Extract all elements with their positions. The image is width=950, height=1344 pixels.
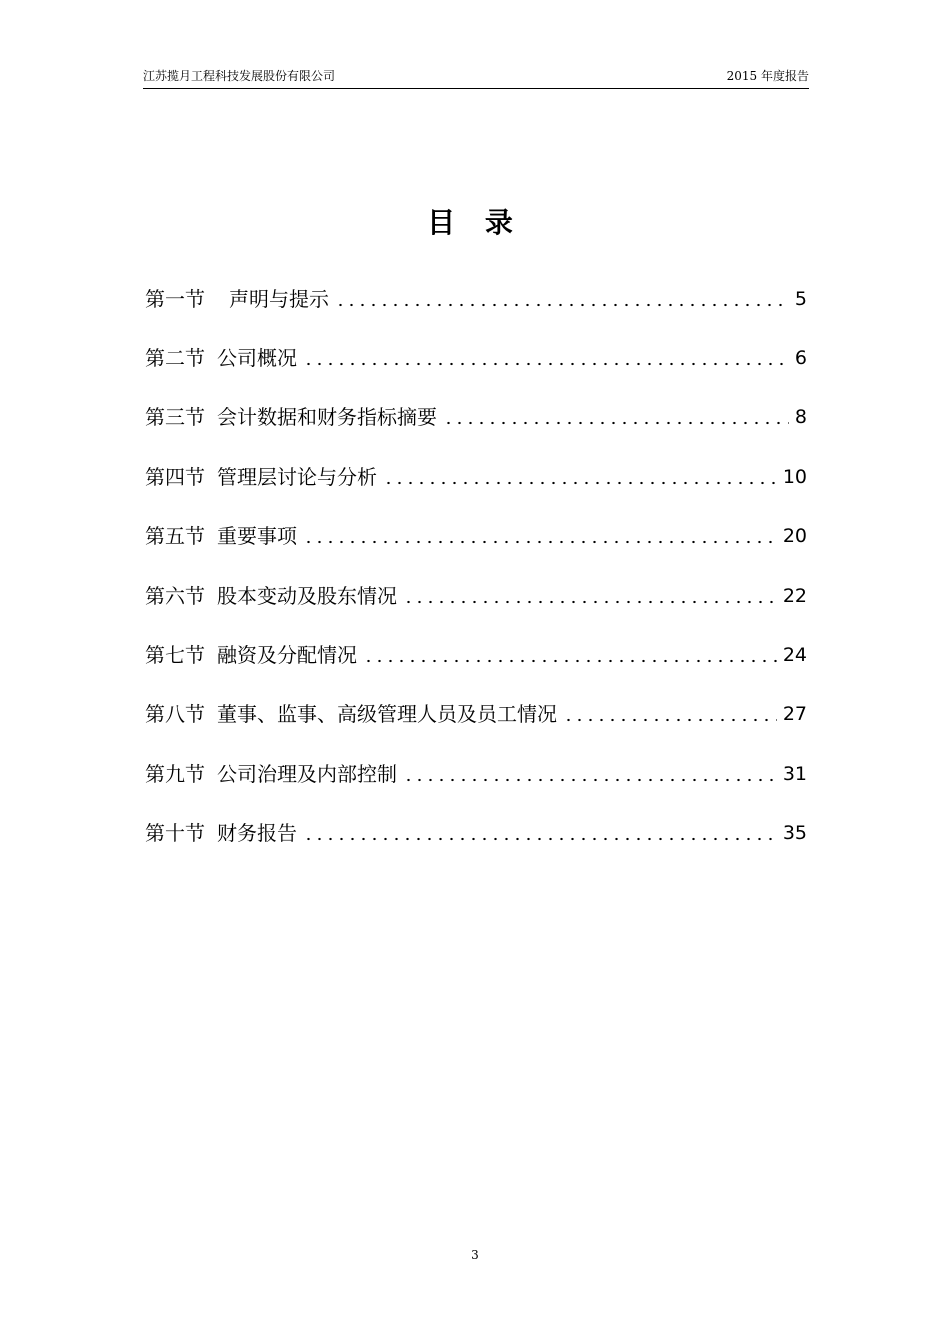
toc-section-name: 重要事项 — [217, 524, 297, 549]
page-number: 3 — [471, 1248, 479, 1262]
toc-list — [145, 269, 807, 863]
header-company-name: 江苏揽月工程科技发展股份有限公司 — [143, 69, 336, 83]
toc-dot-leader — [403, 778, 777, 782]
toc-page-number: 10 — [782, 465, 807, 488]
toc-page-number: 24 — [782, 644, 807, 667]
toc-page-number: 27 — [782, 703, 807, 726]
toc-section-name: 声明与提示 — [229, 286, 329, 311]
toc-entry-4[interactable] — [145, 447, 807, 506]
page-header — [143, 66, 809, 89]
toc-page-number: 8 — [794, 406, 807, 429]
toc-page-number: 31 — [782, 762, 807, 785]
toc-section-name: 融资及分配情况 — [217, 643, 357, 668]
toc-page-number: 5 — [794, 287, 807, 310]
toc-dot-leader — [335, 303, 789, 307]
toc-dot-leader — [363, 659, 777, 663]
toc-section-label: 第三节 — [145, 405, 205, 430]
toc-dot-leader — [563, 718, 777, 722]
toc-page-number: 35 — [782, 822, 807, 845]
toc-section-label: 第二节 — [145, 346, 205, 371]
toc-section-name: 公司概况 — [217, 346, 297, 371]
toc-section-label: 第一节 — [145, 286, 205, 311]
toc-section-name: 股本变动及股东情况 — [217, 583, 397, 608]
toc-dot-leader — [303, 540, 777, 544]
toc-section-name: 财务报告 — [217, 821, 297, 846]
header-report-label: 2015 年度报告 — [726, 69, 809, 83]
toc-dot-leader — [303, 362, 789, 366]
toc-section-label: 第四节 — [145, 464, 205, 489]
toc-dot-leader — [443, 421, 789, 425]
toc-page-number: 22 — [782, 584, 807, 607]
toc-dot-leader — [383, 481, 777, 485]
toc-entry-6[interactable] — [145, 566, 807, 625]
toc-section-name: 公司治理及内部控制 — [217, 761, 397, 786]
toc-page-number: 20 — [782, 525, 807, 548]
toc-section-label: 第七节 — [145, 643, 205, 668]
toc-dot-leader — [303, 837, 777, 841]
toc-entry-3[interactable] — [145, 388, 807, 447]
toc-section-label: 第八节 — [145, 702, 205, 727]
toc-entry-2[interactable] — [145, 328, 807, 387]
toc-section-name: 董事、监事、高级管理人员及员工情况 — [217, 702, 557, 727]
toc-entry-1[interactable] — [145, 269, 807, 328]
toc-entry-8[interactable] — [145, 685, 807, 744]
toc-entry-5[interactable] — [145, 507, 807, 566]
toc-section-label: 第九节 — [145, 761, 205, 786]
toc-entry-10[interactable] — [145, 804, 807, 863]
toc-entry-7[interactable] — [145, 625, 807, 684]
toc-title: 目 录 — [427, 206, 523, 239]
toc-page-number: 6 — [794, 347, 807, 370]
toc-section-label: 第十节 — [145, 821, 205, 846]
toc-dot-leader — [403, 600, 777, 604]
toc-entry-9[interactable] — [145, 744, 807, 803]
toc-section-label: 第六节 — [145, 583, 205, 608]
toc-section-name: 会计数据和财务指标摘要 — [217, 405, 437, 430]
toc-section-name: 管理层讨论与分析 — [217, 464, 377, 489]
toc-section-label: 第五节 — [145, 524, 205, 549]
